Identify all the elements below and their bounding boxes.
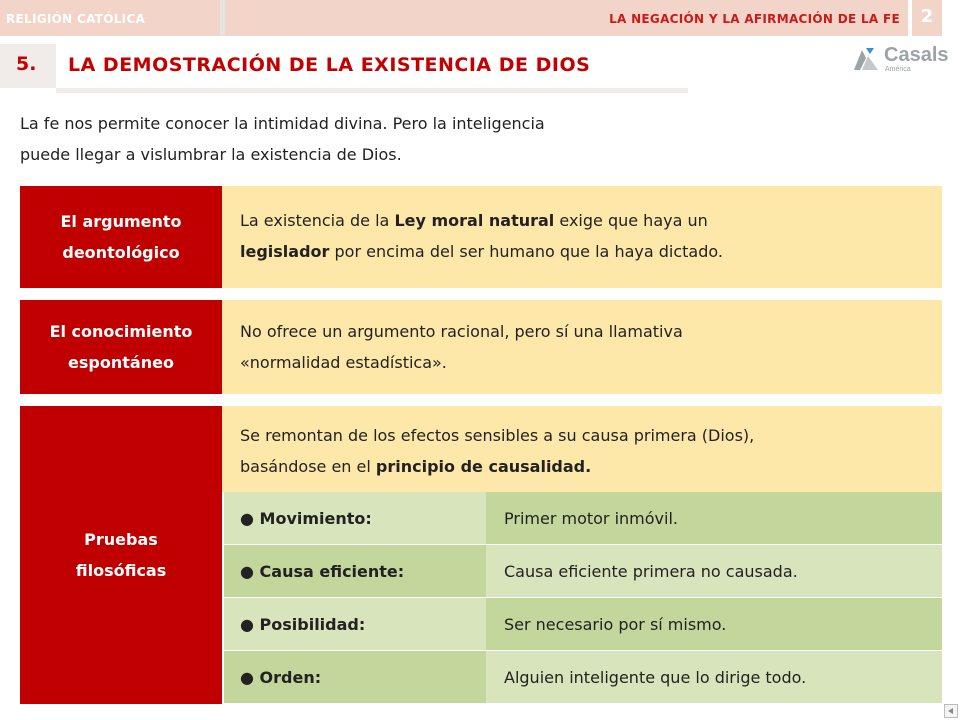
argument-label-box [20, 406, 222, 704]
proof-row [224, 598, 942, 650]
text-emphasis: principio de causalidad. [375, 457, 592, 476]
argument-description [240, 420, 922, 482]
section-number-box [0, 44, 56, 88]
argument-label-line-1: Pruebas [84, 530, 158, 549]
proof-value: Primer motor inmóvil. [504, 508, 678, 528]
proof-value-cell [486, 545, 942, 597]
proof-key-cell [224, 651, 486, 703]
proof-row [224, 492, 942, 544]
proof-value-cell [486, 651, 942, 703]
argument-label-line-2: espontáneo [68, 353, 174, 372]
argument-description [240, 205, 922, 267]
text-emphasis: Ley moral natural [394, 211, 555, 230]
casals-logo-icon [852, 44, 880, 72]
section-title-box [56, 44, 688, 93]
text-emphasis: legislador [240, 242, 330, 261]
text-line: No ofrece un argumento racional, pero sí una llamativa [240, 322, 683, 341]
intro-paragraph [20, 108, 700, 170]
argument-description-box [222, 186, 942, 288]
argument-philosophical-proofs [20, 406, 942, 704]
intro-line-2: puede llegar a vislumbrar la existencia de Dios. [20, 145, 402, 164]
proof-key: ● Posibilidad: [240, 614, 366, 634]
text-fragment: por encima del ser humano que la haya dictado. [329, 242, 723, 261]
argument-label-line-2: deontológico [62, 243, 180, 262]
text-fragment: exige que haya un [554, 211, 708, 230]
argument-description-box [222, 406, 942, 492]
proof-key-cell [224, 492, 486, 544]
argument-label-line-2: filosóficas [75, 561, 167, 580]
text-line: «normalidad estadística». [240, 353, 447, 372]
proof-value-cell [486, 598, 942, 650]
argument-deontological [20, 186, 942, 288]
proof-row [224, 545, 942, 597]
section-number: 5. [16, 53, 37, 75]
proof-key-cell [224, 545, 486, 597]
subject-label-box [0, 0, 220, 36]
argument-label-line-1: El conocimiento [49, 322, 193, 341]
argument-label-line-1: El argumento [60, 212, 182, 231]
logo-name: Casals [884, 44, 949, 66]
argument-description [240, 316, 922, 378]
unit-title-box [225, 0, 908, 36]
proof-key: ● Causa eficiente: [240, 561, 405, 581]
intro-line-1: La fe nos permite conocer la intimidad divina. Pero la inteligencia [20, 114, 545, 133]
logo-subtitle: América [885, 66, 911, 73]
proof-key: ● Orden: [240, 667, 322, 687]
top-header-bar [0, 0, 960, 36]
argument-description-box [222, 300, 942, 394]
casals-logo [852, 42, 952, 76]
previous-slide-icon[interactable] [944, 704, 958, 718]
proof-key-cell [224, 598, 486, 650]
proof-value-cell [486, 492, 942, 544]
text-fragment: basándose en el [240, 457, 376, 476]
argument-label-box [20, 300, 222, 394]
section-title-row [0, 44, 690, 92]
unit-title: LA NEGACIÓN Y LA AFIRMACIÓN DE LA FE [609, 12, 900, 26]
proof-row [224, 651, 942, 703]
text-fragment: La existencia de la [240, 211, 395, 230]
unit-number-box [908, 0, 942, 36]
proof-key: ● Movimiento: [240, 508, 372, 528]
unit-number: 2 [920, 6, 934, 27]
subject-label: RELIGIÓN CATÓLICA [6, 12, 146, 26]
argument-spontaneous [20, 300, 942, 394]
text-line: Se remontan de los efectos sensibles a su causa primera (Dios), [240, 426, 755, 445]
section-title: LA DEMOSTRACIÓN DE LA EXISTENCIA DE DIOS [68, 54, 591, 76]
proof-value: Ser necesario por sí mismo. [504, 614, 727, 634]
argument-label-box [20, 186, 222, 288]
proof-value: Alguien inteligente que lo dirige todo. [504, 667, 807, 687]
proof-value: Causa eficiente primera no causada. [504, 561, 798, 581]
